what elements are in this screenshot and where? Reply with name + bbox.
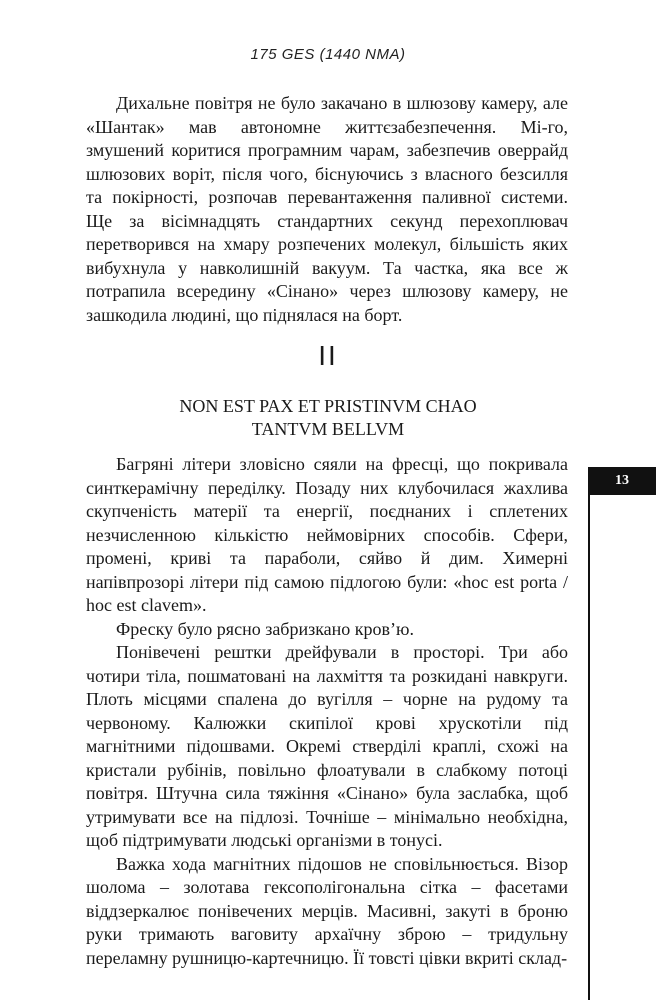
- opening-paragraph: [86, 92, 568, 327]
- page-edge-rule: [588, 495, 590, 1000]
- page-number-tab: [588, 467, 656, 495]
- chapter-body: [86, 453, 568, 970]
- paragraph: Багряні літери зловісно сяяли на фресці, що покривала синткерамічну переділку. Позаду них клубочилася жахлива скупченість матерії та енергії, поєднаних і сплетених незчисленною кількістю неймовірних способів. Сфери, промені, криві та параболи, сяйво й дим. Химерні напівпрозорі літери під самою підлогою були: «hoc est porta / hoc est clavem».: [86, 454, 568, 615]
- paragraph: Важка хода магнітних підошов не сповільнюється. Візор шолома – золотава гексополігональна сітка – фасетами віддзеркалює понівечених мерців. Масивні, закуті в броню руки тримають ваговиту архаїчну зброю – тридульну переламну рушницю-картечницю. Її товсті цівки вкриті склад-: [86, 853, 568, 968]
- paragraph: Понівечені рештки дрейфували в просторі. Три або чотири тіла, пошматовані на лахміття та розкидані навкруги. Плоть місцями спалена до вугілля – чорне на рудому та червоному. Калюжки скипілої крові хрускотіли під магнітними підошвами. Окремі стверділі краплі, схожі на кристали рубінів, повільно флоатували в слабкому потоці повітря. Штучна сила тяжіння «Сінано» була заслабка, щоб утримувати все на підлозі. Точніше – мінімально необхідна, щоб підтримувати людські організми в тонусі.: [86, 642, 568, 850]
- paragraph-text: Дихальне повітря не було закачано в шлюзову камеру, але «Шантак» мав автономне життєзабезпечення. Мі-го, змушений коритися програмним чарам, забезпечив оверрайд шлюзових воріт, після чого, біснуючись з власного безсилля та покірності, розпочав перевантаження паливної системи. Ще за вісімнадцять стандартних секунд перехоплювач перетворився на хмару розпечених молекул, більшість яких вибухнула у навколишній вакуум. Та частка, яка все ж потрапила всередину «Сінано» через шлюзову камеру, не зашкодила людині, що піднялася на борт.: [86, 93, 568, 325]
- chapter-title-line-1: NON EST PAX ET PRISTINVM CHAO: [179, 396, 477, 416]
- chapter-title: [0, 395, 656, 441]
- chapter-title-line-2: TANTVM BELLVM: [251, 419, 405, 439]
- page-number: 13: [615, 473, 629, 488]
- chapter-numeral: II: [318, 340, 338, 371]
- paragraph: Фреску було рясно забризкано кров’ю.: [116, 618, 414, 639]
- running-header: 175 GES (1440 NMA): [250, 46, 406, 63]
